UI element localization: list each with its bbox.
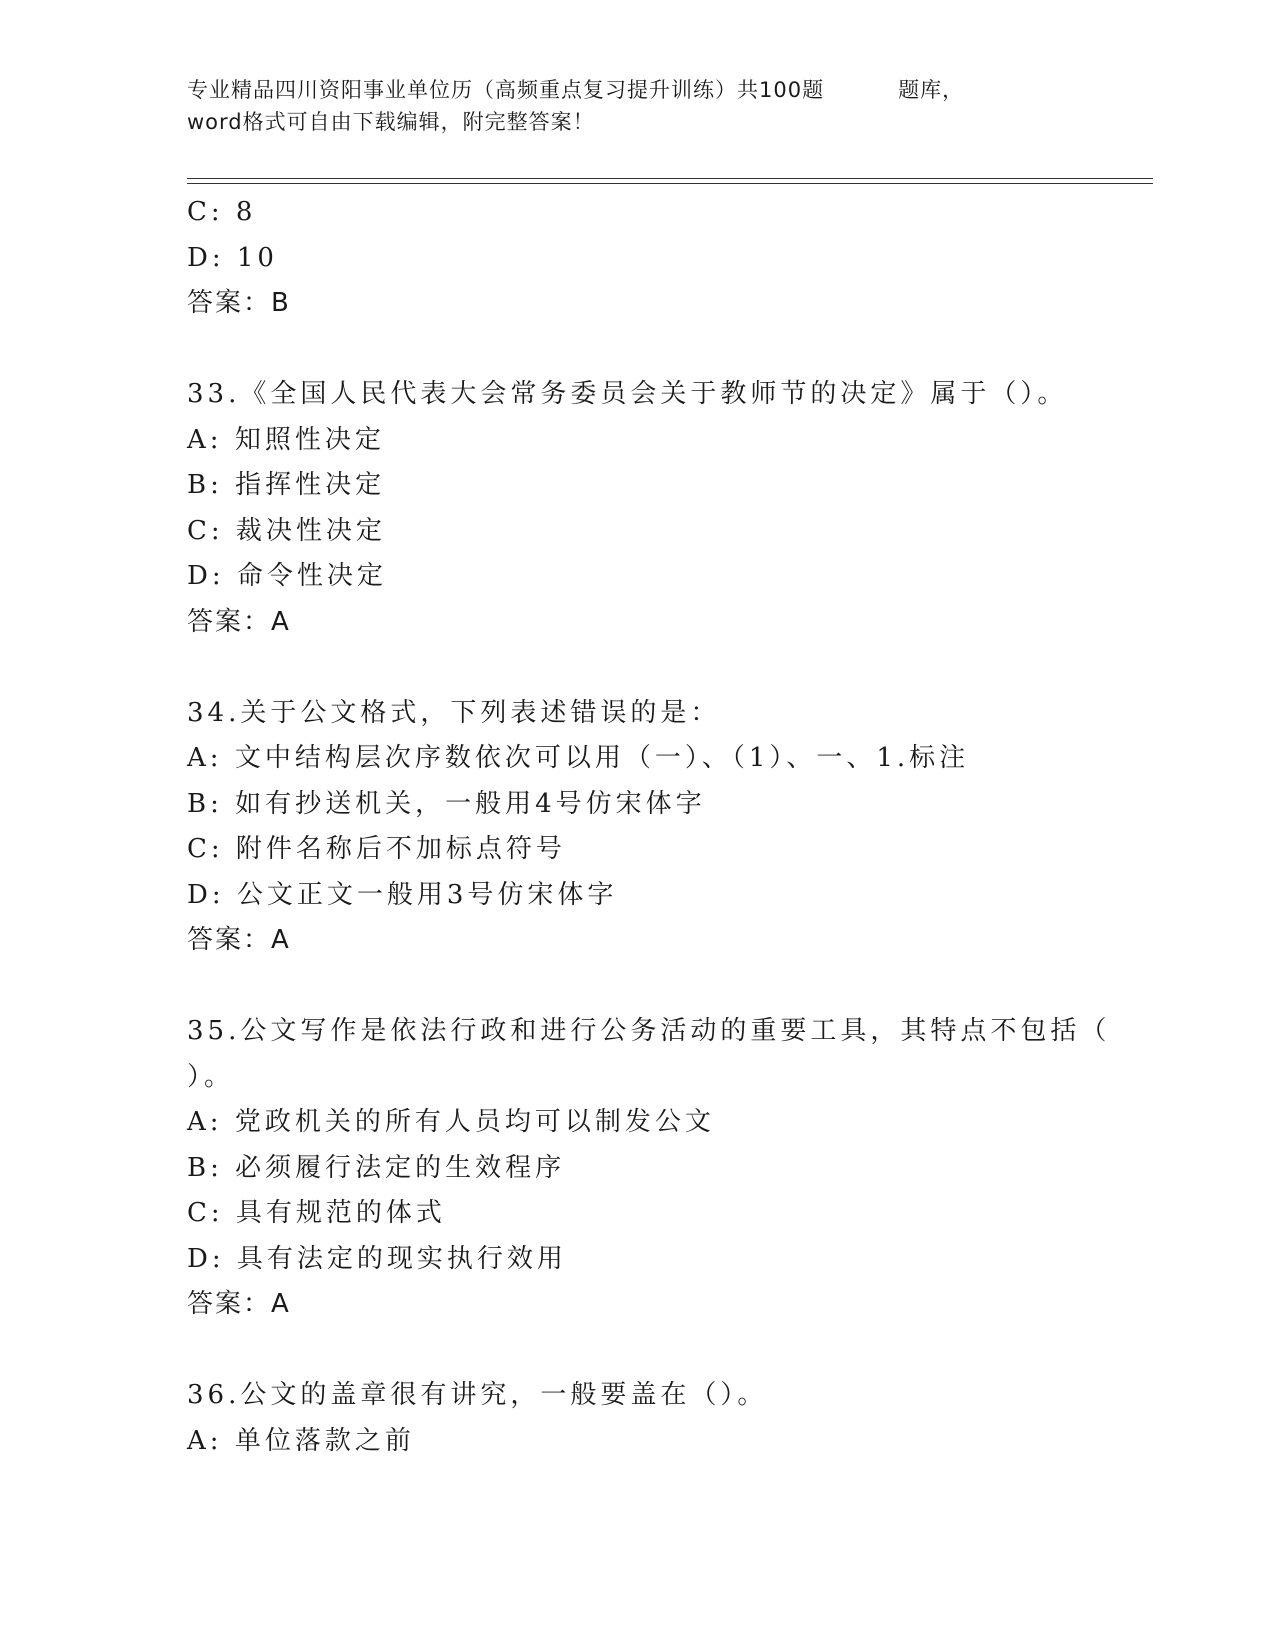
- option-a: A: 单位落款之前: [187, 1425, 415, 1456]
- page-header: [187, 74, 1067, 138]
- option-d: D: 命令性决定: [187, 561, 387, 591]
- question-stem: 34.关于公文格式，下列表述错误的是：: [187, 697, 721, 728]
- option-d: D: 具有法定的现实执行效用: [187, 1243, 567, 1274]
- option-c: C: 8: [187, 197, 257, 227]
- document-body: [187, 190, 1111, 1464]
- option-c: C: 具有规范的体式: [187, 1198, 446, 1228]
- answer-line: 答案：A: [187, 1289, 291, 1319]
- answer-line: 答案：A: [187, 925, 291, 955]
- option-b: B: 如有抄送机关，一般用4号仿宋体字: [187, 788, 706, 819]
- option-a: A: 文中结构层次序数依次可以用（一）、（1）、一、1.标注: [187, 743, 970, 773]
- header-title-line2: word格式可自由下载编辑，附完整答案！: [187, 110, 595, 134]
- question-stem-line1: 35.公文写作是依法行政和进行公务活动的重要工具，其特点不包括（: [187, 1016, 1111, 1046]
- question-stem: 36.公文的盖章很有讲究，一般要盖在（）。: [187, 1380, 768, 1410]
- question-stem-line2: ）。: [187, 1061, 235, 1092]
- option-c: C: 附件名称后不加标点符号: [187, 834, 566, 864]
- header-title-part2: 题库，: [898, 78, 965, 102]
- answer-line: 答案：B: [187, 288, 291, 318]
- option-a: A: 党政机关的所有人员均可以制发公文: [187, 1107, 715, 1137]
- question-stem: 33.《全国人民代表大会常务委员会关于教师节的决定》属于（）。: [187, 379, 1068, 409]
- option-c: C: 裁决性决定: [187, 515, 386, 546]
- option-d: D: 10: [187, 242, 278, 273]
- header-title-line1: [187, 74, 1067, 106]
- header-divider-top: [187, 178, 1153, 179]
- header-title-part1: 专业精品四川资阳事业单位历（高频重点复习提升训练）共100题: [187, 78, 825, 102]
- option-b: B: 指挥性决定: [187, 470, 386, 500]
- option-d: D: 公文正文一般用3号仿宋体字: [187, 879, 618, 910]
- answer-line: 答案：A: [187, 606, 291, 637]
- option-b: B: 必须履行法定的生效程序: [187, 1152, 566, 1183]
- option-a: A: 知照性决定: [187, 424, 385, 455]
- header-divider-bottom: [187, 183, 1153, 184]
